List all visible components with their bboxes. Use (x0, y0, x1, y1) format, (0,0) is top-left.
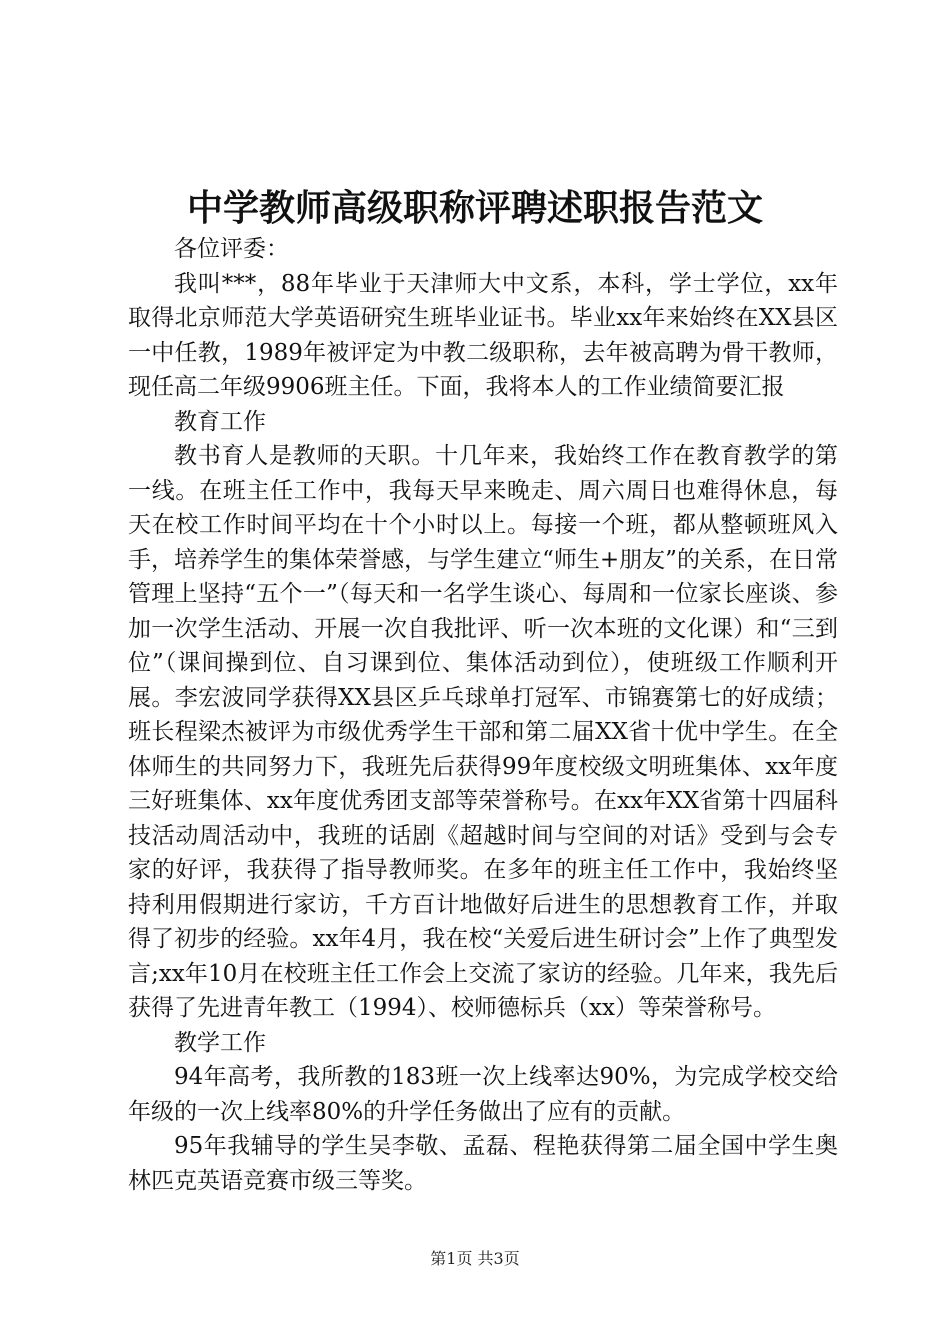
section-heading-education: 教育工作 (174, 408, 266, 435)
document-body (128, 232, 838, 1198)
intro-paragraph: 我叫***，88年毕业于天津师大中文系，本科，学士学位，xx年取得北京师范大学英语研究生班毕业证书。毕业xx年来始终在XX县区一中任教，1989年被评定为中教二级职称，去年被高聘为骨干教师，现任高二年级9906班主任。下面，我将本人的工作业绩简要汇报 (128, 270, 838, 400)
document-title: 中学教师高级职称评聘述职报告范文 (186, 187, 763, 229)
teaching-paragraph-1: 94年高考，我所教的183班一次上线率达90%，为完成学校交给年级的一次上线率80%的升学任务做出了应有的贡献。 (128, 1064, 838, 1125)
page-footer: 第1页 共3页 (430, 1249, 520, 1268)
section-heading-teaching: 教学工作 (174, 1029, 266, 1056)
teaching-paragraph-2: 95年我辅导的学生吴李敬、孟磊、程艳获得第二届全国中学生奥林匹克英语竞赛市级三等奖。 (128, 1133, 838, 1194)
education-paragraph: 教书育人是教师的天职。十几年来，我始终工作在教育教学的第一线。在班主任工作中，我每天早来晚走、周六周日也难得休息，每天在校工作时间平均在十个小时以上。每接一个班，都从整顿班风入手，培养学生的集体荣誉感，与学生建立“师生+朋友”的关系，在日常管理上坚持“五个一”（每天和一名学生谈心、每周和一位家长座谈、参加一次学生活动、开展一次自我批评、听一次本班的文化课）和“三到位”（课间操到位、自习课到位、集体活动到位），使班级工作顺利开展。李宏波同学获得XX县区乒乓球单打冠军、市锦赛第七的好成绩；班长程梁杰被评为市级优秀学生干部和第二届XX省十优中学生。在全体师生的共同努力下，我班先后获得99年度校级文明班集体、xx年度三好班集体、xx年度优秀团支部等荣誉称号。在xx年XX省第十四届科技活动周活动中，我班的话剧《超越时间与空间的对话》受到与会专家的好评，我获得了指导教师奖。在多年的班主任工作中，我始终坚持利用假期进行家访，千方百计地做好后进生的思想教育工作，并取得了初步的经验。xx年4月，我在校“关爱后进生研讨会”上作了典型发言;xx年10月在校班主任工作会上交流了家访的经验。几年来，我先后获得了先进青年教工（1994）、校师德标兵（xx）等荣誉称号。 (128, 443, 838, 1021)
salutation: 各位评委： (174, 236, 289, 262)
